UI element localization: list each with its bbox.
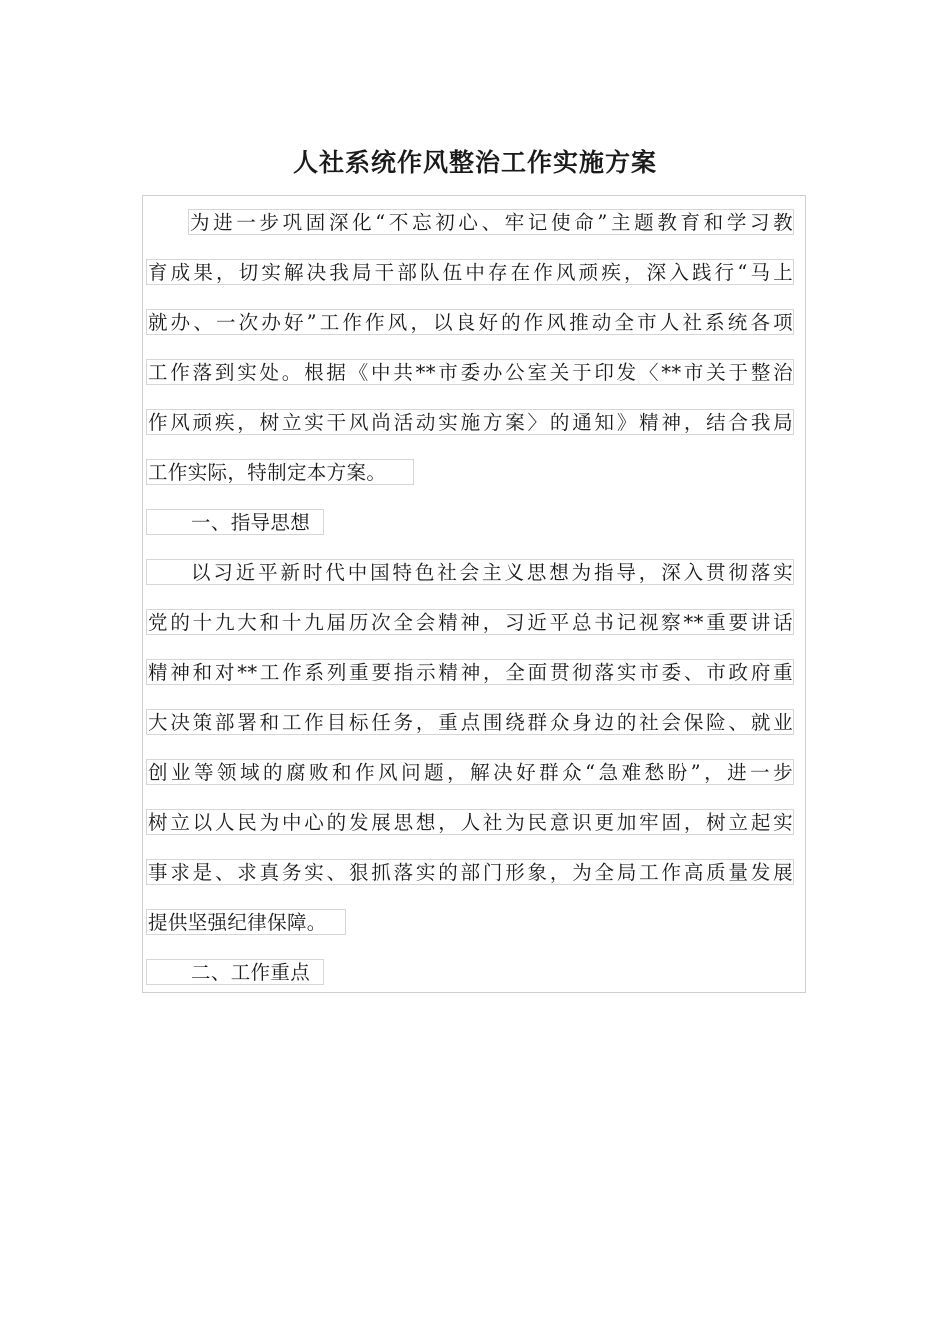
paragraph-line-text: 就办、一次办好”工作作风，以良好的作风推动全市人社系统各项 [148, 311, 793, 334]
section-heading [146, 959, 324, 985]
paragraph-line [146, 409, 794, 435]
paragraph-line-text: 以习近平新时代中国特色社会主义思想为指导，深入贯彻落实 [191, 561, 793, 584]
paragraph-line [146, 709, 794, 735]
paragraph-line [146, 909, 346, 935]
paragraph-line [146, 759, 794, 785]
section-heading-text: 一、指导思想 [191, 511, 311, 534]
paragraph-line-text: 树立以人民为中心的发展思想，人社为民意识更加牢固，树立起实 [148, 811, 793, 834]
paragraph-line-text: 创业等领域的腐败和作风问题，解决好群众“急难愁盼”，进一步 [148, 761, 793, 784]
section-heading-text: 二、工作重点 [191, 961, 311, 984]
paragraph-line-text: 精神和对**工作系列重要指示精神，全面贯彻落实市委、市政府重 [148, 661, 793, 684]
paragraph-line-text: 大决策部署和工作目标任务，重点围绕群众身边的社会保险、就业 [148, 711, 793, 734]
paragraph-line [146, 809, 794, 835]
paragraph-line-text: 党的十九大和十九届历次全会精神，习近平总书记视察**重要讲话 [148, 611, 793, 634]
paragraph-line [146, 559, 794, 585]
paragraph-line [146, 609, 794, 635]
paragraph-line [146, 459, 414, 485]
paragraph-line [146, 859, 794, 885]
paragraph-line [146, 659, 794, 685]
paragraph-line [146, 359, 794, 385]
paragraph-line-text: 工作落到实处。根据《中共**市委办公室关于印发〈**市关于整治 [148, 361, 793, 384]
paragraph-line-text: 事求是、求真务实、狠抓落实的部门形象，为全局工作高质量发展 [148, 861, 793, 884]
paragraph-line-text: 育成果，切实解决我局干部队伍中存在作风顽疾，深入践行“马上 [148, 261, 793, 284]
paragraph-line-text: 提供坚强纪律保障。 [148, 911, 327, 934]
document-title: 人社系统作风整治工作实施方案 [292, 148, 657, 177]
paragraph-line-text: 为进一步巩固深化“不忘初心、牢记使命”主题教育和学习教 [190, 211, 793, 234]
paragraph-line [146, 309, 794, 335]
section-heading [146, 509, 324, 535]
paragraph-line [146, 259, 794, 285]
paragraph-line [188, 209, 794, 235]
paragraph-line-text: 工作实际，特制定本方案。 [148, 461, 387, 484]
paragraph-line-text: 作风顽疾，树立实干风尚活动实施方案〉的通知》精神，结合我局 [148, 411, 793, 434]
